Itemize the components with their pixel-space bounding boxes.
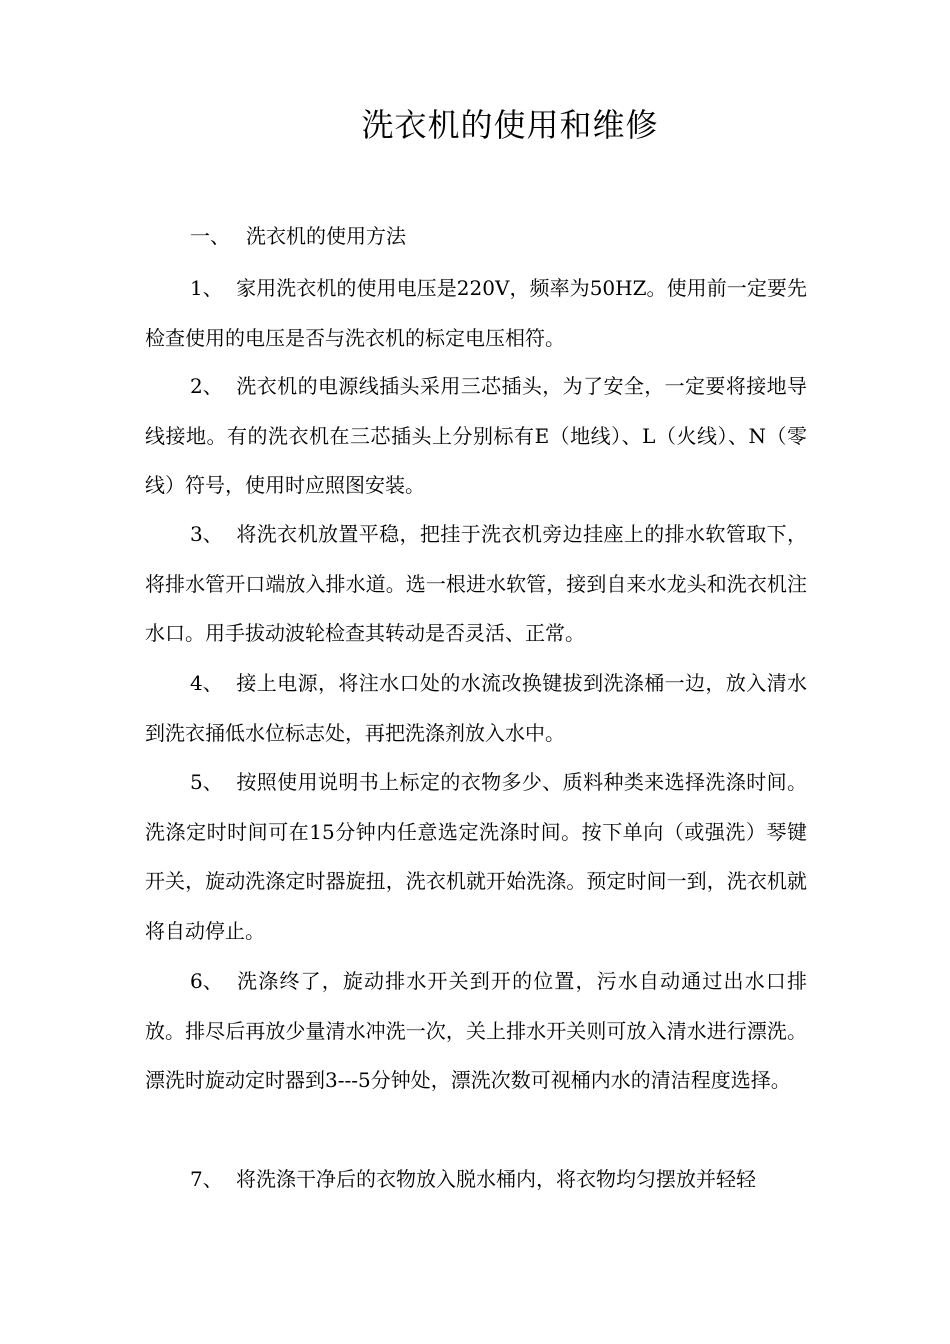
- item-text: 将洗衣机放置平稳，把挂于洗衣机旁边挂座上的排水软管取下，将排水管开口端放入排水道。选一根进水软管，接到自来水龙头和洗衣机注水口。用手拔动波轮检查其转动是否灵活、正常。: [145, 522, 807, 646]
- item-number: 2、: [190, 374, 223, 398]
- list-item: [145, 659, 807, 758]
- item-text: 家用洗衣机的使用电压是220V，频率为50HZ。使用前一定要先检查使用的电压是否与洗衣机的标定电压相符。: [145, 276, 807, 350]
- item-number: 6、: [190, 969, 223, 993]
- item-text: 将洗涤干净后的衣物放入脱水桶内，将衣物均匀摆放并轻轻: [236, 1167, 756, 1191]
- item-text: 洗衣机的电源线插头采用三芯插头，为了安全，一定要将接地导线接地。有的洗衣机在三芯插头上分别标有E（地线）、L（火线）、N（零线）符号，使用时应照图安装。: [145, 374, 807, 498]
- section-heading-text: 洗衣机的使用方法: [246, 224, 406, 248]
- item-text: 洗涤终了，旋动排水开关到开的位置，污水自动通过出水口排放。排尽后再放少量清水冲洗一次，关上排水开关则可放入清水进行漂洗。漂洗时旋动定时器到3---5分钟处，漂洗次数可视桶内水的清洁程度选择。: [145, 969, 807, 1093]
- section-number: 一、: [190, 224, 230, 248]
- item-number: 7、: [190, 1167, 223, 1191]
- list-item: [145, 1155, 807, 1205]
- item-number: 5、: [190, 770, 223, 794]
- item-number: 4、: [190, 671, 223, 695]
- list-item: [145, 510, 807, 659]
- item-number: 1、: [190, 276, 223, 300]
- list-item: [145, 957, 807, 1106]
- item-number: 3、: [190, 522, 223, 546]
- list-item: [145, 758, 807, 956]
- item-text: 按照使用说明书上标定的衣物多少、质料种类来选择洗涤时间。洗涤定时时间可在15分钟内任意选定洗涤时间。按下单向（或强洗）琴键开关，旋动洗涤定时器旋扭，洗衣机就开始洗涤。预定时间一到，洗衣机就将自动停止。: [145, 770, 807, 943]
- list-item: [145, 264, 807, 363]
- item-text: 接上电源，将注水口处的水流改换键拔到洗涤桶一边，放入清水到洗衣捅低水位标志处，再把洗涤剂放入水中。: [145, 671, 807, 745]
- section-heading: [190, 218, 406, 254]
- list-item: [145, 362, 807, 511]
- page-title: 洗衣机的使用和维修: [361, 106, 659, 144]
